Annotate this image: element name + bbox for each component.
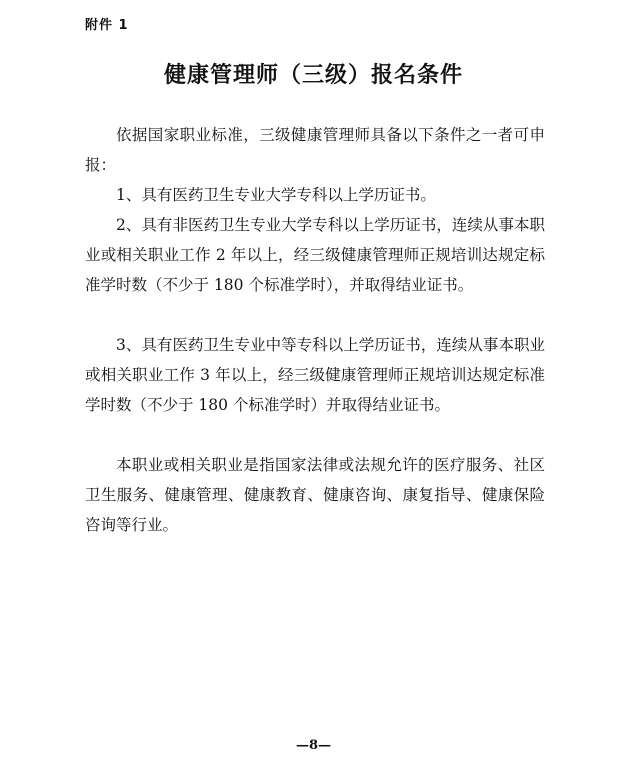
attachment-label: 附件 1 <box>85 18 129 33</box>
condition-item-1: 1、具有医药卫生专业大学专科以上学历证书。 <box>116 186 436 204</box>
document-title: 健康管理师（三级）报名条件 <box>163 62 463 88</box>
page-number: —8— <box>295 738 332 753</box>
condition-item-2: 2、具有非医药卫生专业大学专科以上学历证书，连续从事本职业或相关职业工作 2 年以上，经三级健康管理师正规培训达规定标准学时数（不少于 180 个标准学时），并取得结业证书。 <box>85 216 545 294</box>
condition-item-3: 3、具有医药卫生专业中等专科以上学历证书，连续从事本职业或相关职业工作 3 年以上，经三级健康管理师正规培训达规定标准学时数（不少于 180 个标准学时）并取得结业证书。 <box>85 336 545 414</box>
scope-note-paragraph: 本职业或相关职业是指国家法律或法规允许的医疗服务、社区卫生服务、健康管理、健康教育、健康咨询、康复指导、健康保险咨询等行业。 <box>85 456 545 534</box>
intro-paragraph: 依据国家职业标准，三级健康管理师具备以下条件之一者可申报： <box>85 126 545 174</box>
